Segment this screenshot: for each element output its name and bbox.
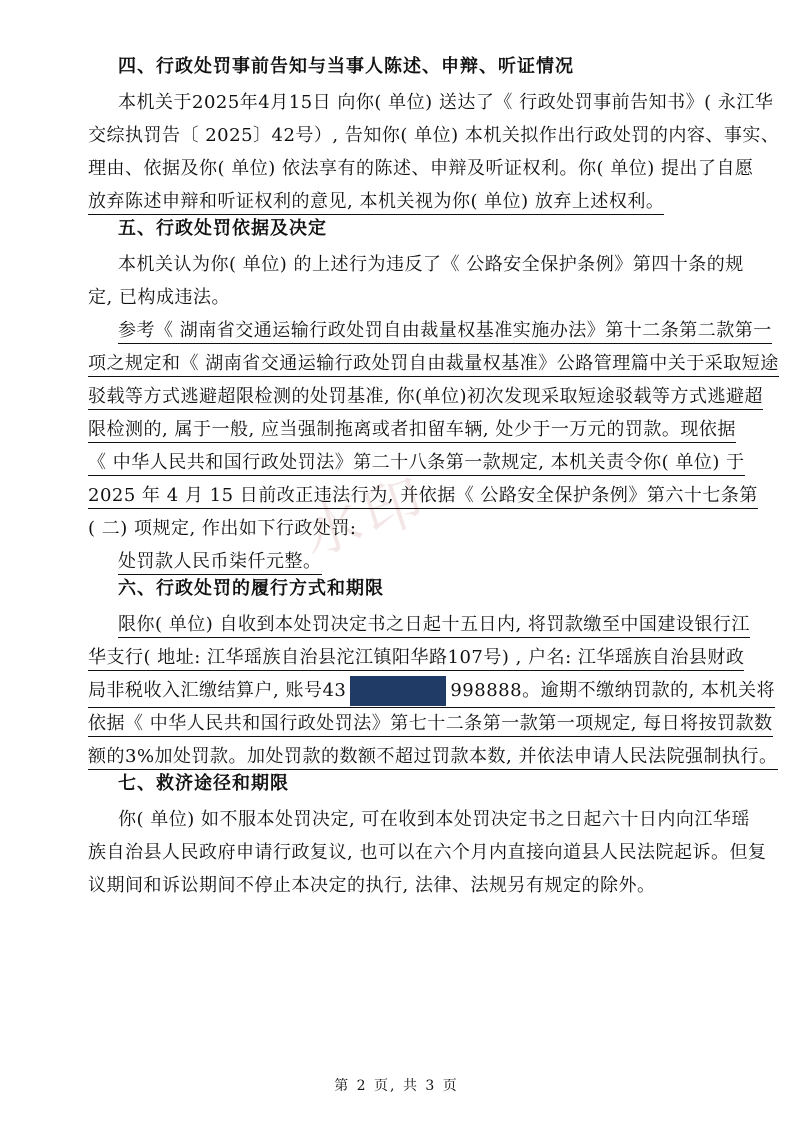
account-text-after: 998888。逾期不缴纳罚款的, 本机关将: [450, 680, 776, 701]
paragraph-line: 限检测的, 属于一般, 应当强制拖离或者扣留车辆, 处少于一万元的罚款。现依据: [88, 415, 736, 443]
paragraph-line: 理由、依据及你( 单位) 依法享有的陈述、申辩及听证权利。你( 单位) 提出了自愿: [88, 158, 754, 179]
redacted-account-number: [350, 676, 446, 706]
watermark: 水印: [294, 464, 437, 569]
account-text-before: 局非税收入汇缴结算户, 账号43: [88, 680, 347, 701]
paragraph-line: 《 中华人民共和国行政处罚法》第二十八条第一款规定, 本机关责令你( 单位) 于: [88, 448, 745, 476]
paragraph-line: 本机关于2025年4月15日 向你( 单位) 送达了《 行政处罚事前告知书》( 永江华: [118, 92, 774, 113]
paragraph-line: ( 二) 项规定, 作出如下行政处罚:: [88, 518, 357, 539]
paragraph-line: 额的3%加处罚款。加处罚款的数额不超过罚款本数, 并依法申请人民法院强制执行。: [88, 742, 778, 770]
paragraph-line: 你( 单位) 如不服本处罚决定, 可在收到本处罚决定书之日起六十日内向江华瑶: [118, 809, 750, 830]
paragraph-line: 华支行( 地址: 江华瑶族自治县沱江镇阳华路107号) , 户名: 江华瑶族自治县财政: [88, 643, 744, 671]
paragraph-line: 本机关认为你( 单位) 的上述行为违反了《 公路安全保护条例》第四十条的规: [118, 254, 744, 275]
paragraph-line: 族自治县人民政府申请行政复议, 也可以在六个月内直接向道县人民法院起诉。但复: [88, 842, 767, 863]
paragraph-line: 放弃陈述申辩和听证权利的意见, 本机关视为你( 单位) 放弃上述权利。: [88, 187, 664, 215]
section-6-heading: 六、行政处罚的履行方式和期限: [118, 578, 384, 599]
paragraph-line: 交综执罚告〔 2025〕42号）, 告知你( 单位) 本机关拟作出行政处罚的内容、事实、: [88, 125, 780, 146]
penalty-line: 处罚款人民币柒仟元整。: [118, 547, 322, 575]
page-number: 第 2 页, 共 3 页: [334, 1078, 459, 1094]
paragraph-line: 限你( 单位) 自收到本处罚决定书之日起十五日内, 将罚款缴至中国建设银行江: [118, 610, 750, 638]
paragraph-line: 依据《 中华人民共和国行政处罚法》第七十二条第一款第一项规定, 每日将按罚款数: [88, 709, 773, 737]
account-line: [88, 676, 775, 708]
section-7-heading: 七、救济途径和期限: [118, 773, 289, 794]
section-5-heading: 五、行政处罚依据及决定: [118, 218, 327, 239]
paragraph-line: 驳载等方式逃避超限检测的处罚基准, 你(单位)初次发现采取短途驳载等方式逃避超: [88, 382, 763, 410]
section-4-heading: 四、行政处罚事前告知与当事人陈述、申辩、听证情况: [118, 56, 574, 77]
paragraph-line: 项之规定和《 湖南省交通运输行政处罚自由裁量权基准》公路管理篇中关于采取短途: [88, 349, 779, 377]
paragraph-line: 2025 年 4 月 15 日前改正违法行为, 并依据《 公路安全保护条例》第六十七条第: [88, 481, 758, 509]
paragraph-line: 定, 已构成违法。: [88, 287, 230, 308]
paragraph-line: 参考《 湖南省交通运输行政处罚自由裁量权基准实施办法》第十二条第二款第一: [118, 316, 772, 344]
paragraph-line: 议期间和诉讼期间不停止本决定的执行, 法律、法规另有规定的除外。: [88, 875, 656, 896]
